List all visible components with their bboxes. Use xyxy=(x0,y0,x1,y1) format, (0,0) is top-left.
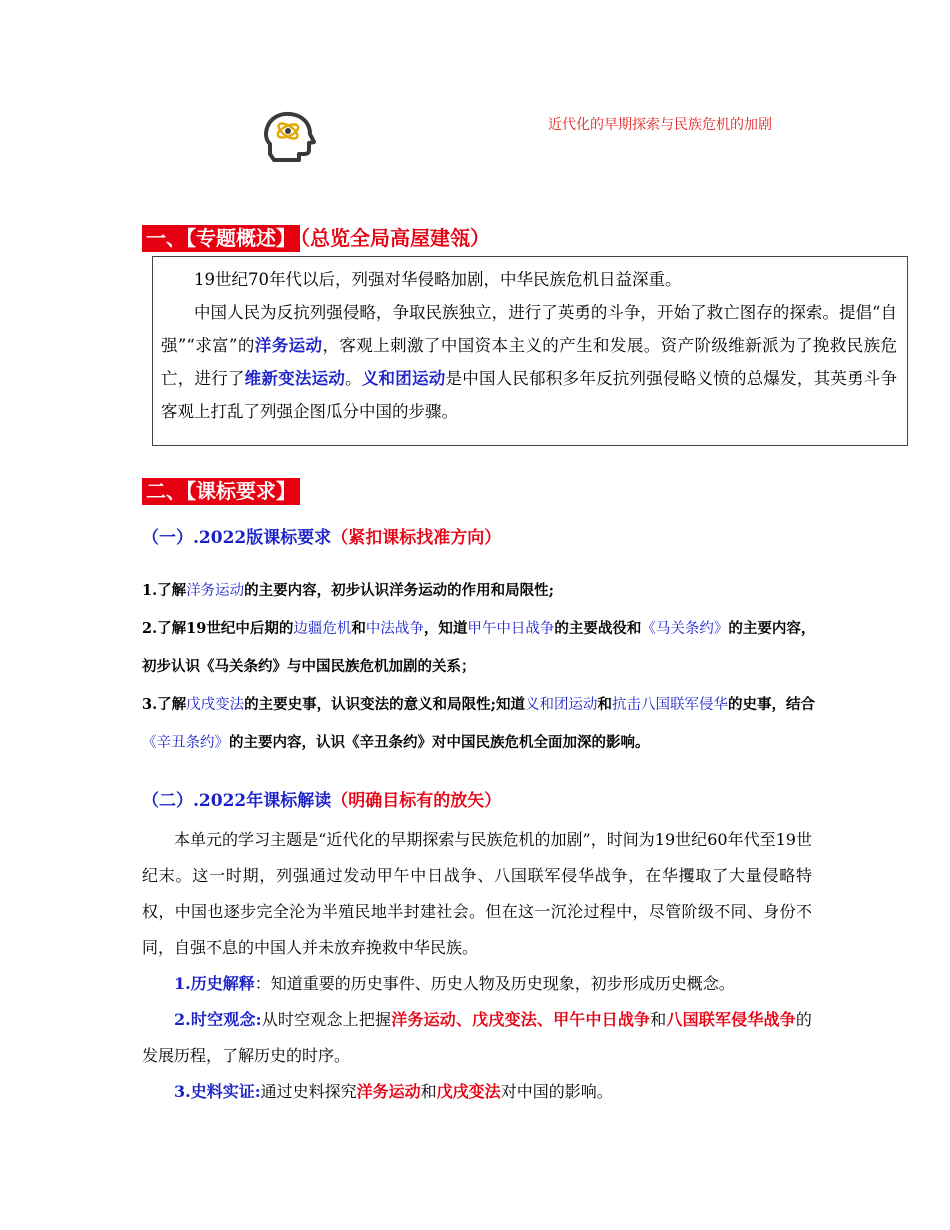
overview-box xyxy=(152,256,908,446)
section2-title-highlight: 二、【课标要求】 xyxy=(142,478,300,505)
head-brain-icon xyxy=(262,110,316,164)
requirement-3: 3.了解戊戌变法的主要史事，认识变法的意义和局限性;知道义和团运动和抗击八国联军侵华的史事，结合《辛丑条约》的主要内容，认识《辛丑条约》对中国民族危机全面加深的影响。 xyxy=(142,696,815,751)
subsection1-title: （一）.2022版课标要求（紧扣课标找准方向） xyxy=(142,528,502,548)
section2-title xyxy=(142,475,300,504)
interpretation-paragraph: 本单元的学习主题是“近代化的早期探索与民族危机的加剧”，时间为19世纪60年代至19世纪末。这一时期，列强通过发动甲午中日战争、八国联军侵华战争，在华攫取了大量侵略特权，中国也逐步完全沦为半殖民地半封建社会。但在这一沉沦过程中，尽管阶级不同、身份不同，自强不息的中国人并未放弃挽救中华民族。 xyxy=(142,830,812,957)
requirement-1: 1.了解洋务运动的主要内容，初步认识洋务运动的作用和局限性; xyxy=(142,582,554,599)
overview-paragraph-1: 19世纪70年代以后，列强对华侵略加剧，中华民族危机日益深重。 xyxy=(194,270,682,289)
header-title: 近代化的早期探索与民族危机的加剧 xyxy=(548,117,772,133)
keyword-yangwu: 洋务运动 xyxy=(254,336,323,355)
point-2: 2.时空观念:从时空观念上把握洋务运动、戊戌变法、甲午中日战争和八国联军侵华战争的发展历程，了解历史的时序。 xyxy=(142,1010,812,1065)
requirements-list xyxy=(142,572,822,762)
section1-title xyxy=(142,222,490,251)
interpretation-block xyxy=(142,822,812,1110)
point-1: 1.历史解释：知道重要的历史事件、历史人物及历史现象，初步形成历史概念。 xyxy=(174,974,735,993)
keyword-weixin: 维新变法运动 xyxy=(244,369,346,388)
section1-title-rest: （总览全局高屋建瓴） xyxy=(300,226,490,250)
subsection2-title: （二）.2022年课标解读（明确目标有的放矢） xyxy=(142,791,502,811)
section1-title-highlight: 一、【专题概述】 xyxy=(142,225,300,252)
keyword-yihetuan: 义和团运动 xyxy=(361,369,446,388)
overview-paragraph-2: 中国人民为反抗列强侵略，争取民族独立，进行了英勇的斗争，开始了救亡图存的探索。提倡“自强”“求富”的洋务运动，客观上刺激了中国资本主义的产生和发展。资产阶级维新派为了挽救民族危亡，进行了维新变法运动。义和团运动是中国人民郁积多年反抗列强侵略义愤的总爆发，其英勇斗争客观上打乱了列强企图瓜分中国的步骤。 xyxy=(161,303,898,421)
point-3: 3.史料实证:通过史料探究洋务运动和戊戌变法对中国的影响。 xyxy=(174,1082,613,1101)
requirement-2: 2.了解19世纪中后期的边疆危机和中法战争，知道甲午中日战争的主要战役和《马关条约》的主要内容，初步认识《马关条约》与中国民族危机加剧的关系； xyxy=(142,620,816,675)
